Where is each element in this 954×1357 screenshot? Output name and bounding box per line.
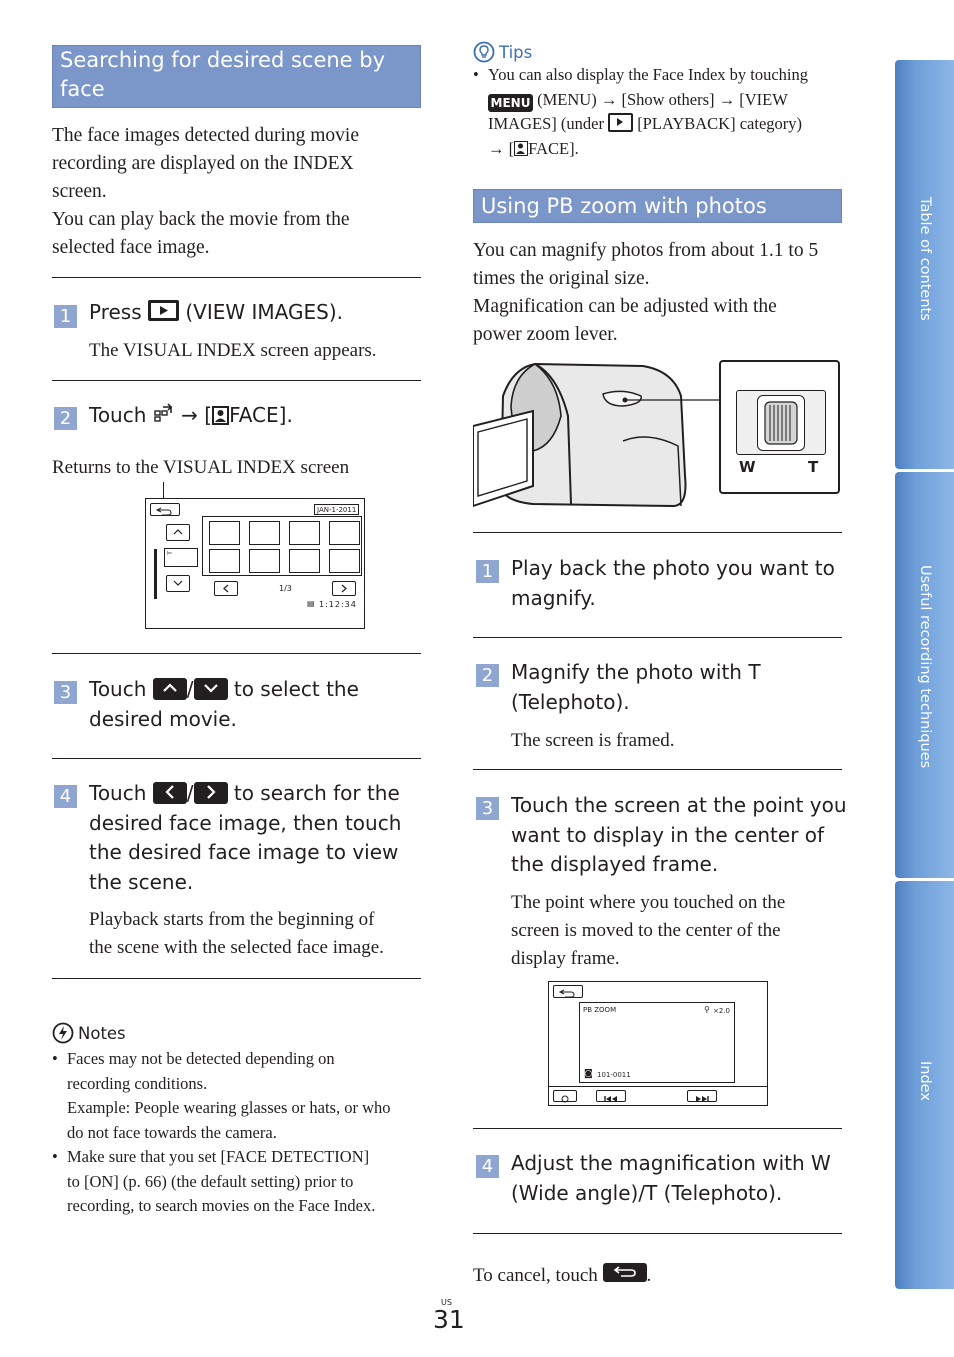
pb-step-number-4: 4 xyxy=(476,1155,499,1178)
next-page-button[interactable] xyxy=(332,581,356,596)
step-4-pre: Touch xyxy=(89,781,147,805)
zoom-magnifier-icon: ⚲ xyxy=(704,1005,710,1014)
step-2-post: FACE]. xyxy=(229,403,293,427)
notes-heading xyxy=(52,1022,126,1046)
sidebar-tab-label: Table of contents xyxy=(917,197,933,321)
face-icon xyxy=(514,141,528,156)
bullet: • xyxy=(473,65,479,84)
bullet: • xyxy=(52,1147,58,1166)
divider xyxy=(52,978,421,979)
note-line: recording, to search movies on the Face Index. xyxy=(67,1196,376,1215)
previous-button[interactable] xyxy=(596,1090,626,1102)
divider xyxy=(52,758,421,759)
pb-step-3-text xyxy=(511,791,851,880)
pb-step-3-sub xyxy=(511,889,846,973)
tip-line: You can also display the Face Index by touching xyxy=(488,65,809,84)
slash: / xyxy=(186,677,194,701)
sidebar-tab-techniques[interactable] xyxy=(895,472,954,878)
intro-line: screen. xyxy=(52,181,107,202)
step-3-line-2: desired movie. xyxy=(89,706,237,731)
step-4-line: desired face image, then touch xyxy=(89,810,402,835)
pb-step-number-1: 1 xyxy=(476,560,499,583)
thumbnail-grid xyxy=(202,516,362,576)
tip-menu: (MENU) xyxy=(537,89,597,109)
pb-step-3-line: the displayed frame. xyxy=(511,852,719,876)
divider xyxy=(473,637,842,638)
bullet: • xyxy=(52,1049,58,1068)
tip-images: IMAGES] (under xyxy=(488,114,604,133)
playback-icon xyxy=(608,113,633,132)
prev-page-button[interactable] xyxy=(214,581,238,596)
pb-step-1-line: Play back the photo you want to xyxy=(511,556,835,580)
up-button-icon xyxy=(153,678,187,700)
film-icon: ▤ xyxy=(307,599,315,608)
face-icon xyxy=(212,406,229,425)
notes-title: Notes xyxy=(78,1024,126,1043)
down-button-icon xyxy=(194,678,228,700)
divider xyxy=(473,1128,842,1129)
cancel-instruction xyxy=(473,1262,651,1290)
step-3-pre: Touch xyxy=(89,677,147,701)
sidebar-tab-label: Index xyxy=(917,1061,933,1101)
pb-step-2-text xyxy=(511,658,846,717)
return-button[interactable] xyxy=(553,985,583,998)
pb-zoom-intro xyxy=(473,237,845,349)
cancel-text: To cancel, touch xyxy=(473,1265,598,1286)
step-4-sub-line: Playback starts from the beginning of xyxy=(89,909,375,930)
return-button[interactable] xyxy=(150,503,180,516)
pb-step-1-line: magnify. xyxy=(511,585,596,610)
zoom-lever-callout xyxy=(719,360,840,494)
zoom-value: ×2.0 xyxy=(713,1007,730,1015)
thumbnail[interactable] xyxy=(329,521,360,545)
note-1 xyxy=(52,1047,422,1145)
page-indicator: 1/3 xyxy=(279,584,292,593)
arrow-icon: → xyxy=(718,89,736,109)
step-3-text xyxy=(89,675,414,734)
camera-icon: ◙ xyxy=(584,1069,593,1079)
thumbnail[interactable] xyxy=(209,521,240,545)
left-button-icon xyxy=(153,782,187,804)
pb-step-3-sub-line: screen is moved to the center of the xyxy=(511,920,781,941)
sidebar-tab-index[interactable] xyxy=(895,881,954,1289)
slash: / xyxy=(186,781,194,805)
sidebar-tab-toc[interactable] xyxy=(895,60,954,469)
section-title-pb-zoom: Using PB zoom with photos xyxy=(473,189,842,223)
intro-line: times the original size. xyxy=(473,268,650,289)
file-number: 101-0011 xyxy=(597,1071,631,1079)
intro-line: power zoom lever. xyxy=(473,324,618,345)
pb-step-3-sub-line: display frame. xyxy=(511,948,620,969)
intro-line: selected face image. xyxy=(52,237,210,258)
thumbnail[interactable] xyxy=(289,549,320,573)
divider xyxy=(52,380,421,381)
note-line: Faces may not be detected depending on xyxy=(67,1049,335,1068)
sidebar-tab-label: Useful recording techniques xyxy=(917,565,933,769)
tip-line xyxy=(488,112,843,137)
pb-step-number-3: 3 xyxy=(476,797,499,820)
callout-line xyxy=(163,482,164,499)
thumbnail[interactable] xyxy=(209,549,240,573)
intro-line: The face images detected during movie xyxy=(52,125,359,146)
note-line: Example: People wearing glasses or hats, or who xyxy=(67,1098,391,1117)
divider xyxy=(473,769,842,770)
step-number-2: 2 xyxy=(54,407,77,430)
next-button[interactable] xyxy=(687,1090,717,1102)
step-1-post: (VIEW IMAGES). xyxy=(185,300,343,324)
tip-1 xyxy=(473,63,843,161)
face-slot[interactable] xyxy=(164,548,198,567)
step-1-text xyxy=(89,298,343,328)
menu-button-icon: MENU xyxy=(488,94,533,112)
face-index-intro xyxy=(52,122,412,262)
page-number: 31 xyxy=(433,1305,465,1334)
step-4-post: to search for the xyxy=(233,781,400,805)
thumbnail[interactable] xyxy=(289,521,320,545)
pb-step-4-line: (Wide angle)/T (Telephoto). xyxy=(511,1180,783,1205)
zoom-lever xyxy=(736,390,826,455)
pb-step-2-sub: The screen is framed. xyxy=(511,730,675,751)
divider xyxy=(52,653,421,654)
arrow-icon: → xyxy=(488,138,505,158)
step-4-line: the scene. xyxy=(89,869,194,894)
pb-step-2-line: Magnify the photo with T xyxy=(511,660,761,684)
step-number-1: 1 xyxy=(54,305,77,328)
step-4-sub-line: the scene with the selected face image. xyxy=(89,937,384,958)
pb-zoom-frame[interactable] xyxy=(579,1002,735,1083)
date-text: JAN-1-2011 xyxy=(317,506,357,514)
note-line: to [ON] (p. 66) (the default setting) prior to xyxy=(67,1171,354,1191)
step-1-pre: Press xyxy=(89,300,142,324)
date-label xyxy=(314,504,359,515)
view-images-icon xyxy=(148,300,179,321)
step-2-bracket: [ xyxy=(204,403,213,427)
tele-label: T xyxy=(808,458,819,476)
intro-line: You can play back the movie from the xyxy=(52,209,350,230)
lightbulb-icon xyxy=(473,41,495,63)
visual-index-screen xyxy=(145,498,365,629)
wide-label: W xyxy=(739,458,756,476)
tip-view: [VIEW xyxy=(739,89,788,109)
step-number-4: 4 xyxy=(54,785,77,808)
zoom-lever-knob xyxy=(757,395,805,451)
pb-step-number-2: 2 xyxy=(476,664,499,687)
page-region: US xyxy=(441,1298,452,1307)
step-4-line: the desired face image to view xyxy=(89,840,399,864)
step-4-sub xyxy=(89,906,419,962)
thumbnail[interactable] xyxy=(249,521,280,545)
tip-line xyxy=(488,137,843,162)
pb-step-1-text xyxy=(511,554,846,613)
pb-step-3-line: want to display in the center of xyxy=(511,822,825,847)
intro-line: recording are displayed on the INDEX xyxy=(52,153,354,174)
pb-step-3-line: Touch the screen at the point you xyxy=(511,793,847,817)
return-button-icon xyxy=(603,1263,647,1282)
cancel-end: . xyxy=(646,1265,652,1286)
arrow-icon: → xyxy=(181,403,198,427)
scroll-up-button[interactable] xyxy=(166,524,190,541)
index-switch-icon xyxy=(153,402,175,424)
step-3-post: to select the xyxy=(233,677,359,701)
step-2-pre: Touch xyxy=(89,403,147,427)
thumbnail[interactable] xyxy=(329,549,360,573)
slideshow-button[interactable] xyxy=(553,1090,577,1102)
tips-title: Tips xyxy=(499,43,533,62)
timeline-bar xyxy=(154,549,157,599)
tip-face: FACE]. xyxy=(528,138,579,158)
pb-zoom-screen xyxy=(548,981,768,1106)
intro-line: Magnification can be adjusted with the xyxy=(473,296,777,317)
pb-step-4-text xyxy=(511,1149,851,1208)
face-slot-mark: ⊨ xyxy=(167,550,173,557)
scroll-down-button[interactable] xyxy=(166,575,190,592)
pb-zoom-title: PB ZOOM xyxy=(583,1006,617,1014)
pb-step-3-sub-line: The point where you touched on the xyxy=(511,892,786,913)
divider xyxy=(473,1233,842,1234)
step-1-sub: The VISUAL INDEX screen appears. xyxy=(89,340,377,361)
tips-heading xyxy=(473,41,532,63)
section-title-line-1: Searching for desired scene by face xyxy=(60,48,386,101)
thumbnail[interactable] xyxy=(249,549,280,573)
tip-playback: [PLAYBACK] category) xyxy=(637,114,803,133)
pb-step-4-line: Adjust the magnification with W xyxy=(511,1151,831,1175)
arrow-icon: → xyxy=(600,89,618,109)
note-line: Make sure that you set [FACE DETECTION] xyxy=(67,1147,370,1166)
divider xyxy=(473,532,842,533)
intro-line: You can magnify photos from about 1.1 to 5 xyxy=(473,240,819,261)
time-counter: 1:12:34 xyxy=(319,600,357,609)
tip-bracket: [ xyxy=(508,138,515,158)
step-number-3: 3 xyxy=(54,681,77,704)
screen-divider xyxy=(549,1086,767,1087)
returns-caption: Returns to the VISUAL INDEX screen xyxy=(52,457,350,478)
right-button-icon xyxy=(194,782,228,804)
divider xyxy=(52,277,421,278)
note-line: do not face towards the camera. xyxy=(67,1122,277,1142)
step-4-text xyxy=(89,779,414,897)
section-title-line-2: (Face Index) xyxy=(60,106,189,130)
tip-show-others: [Show others] xyxy=(621,89,715,109)
note-2 xyxy=(52,1145,422,1219)
step-2-text xyxy=(89,401,293,431)
section-title-face-index xyxy=(52,45,421,130)
tip-line xyxy=(488,88,843,113)
pb-step-2-line: (Telephoto). xyxy=(511,689,630,714)
note-line: recording conditions. xyxy=(67,1073,208,1093)
notes-icon xyxy=(52,1022,74,1044)
